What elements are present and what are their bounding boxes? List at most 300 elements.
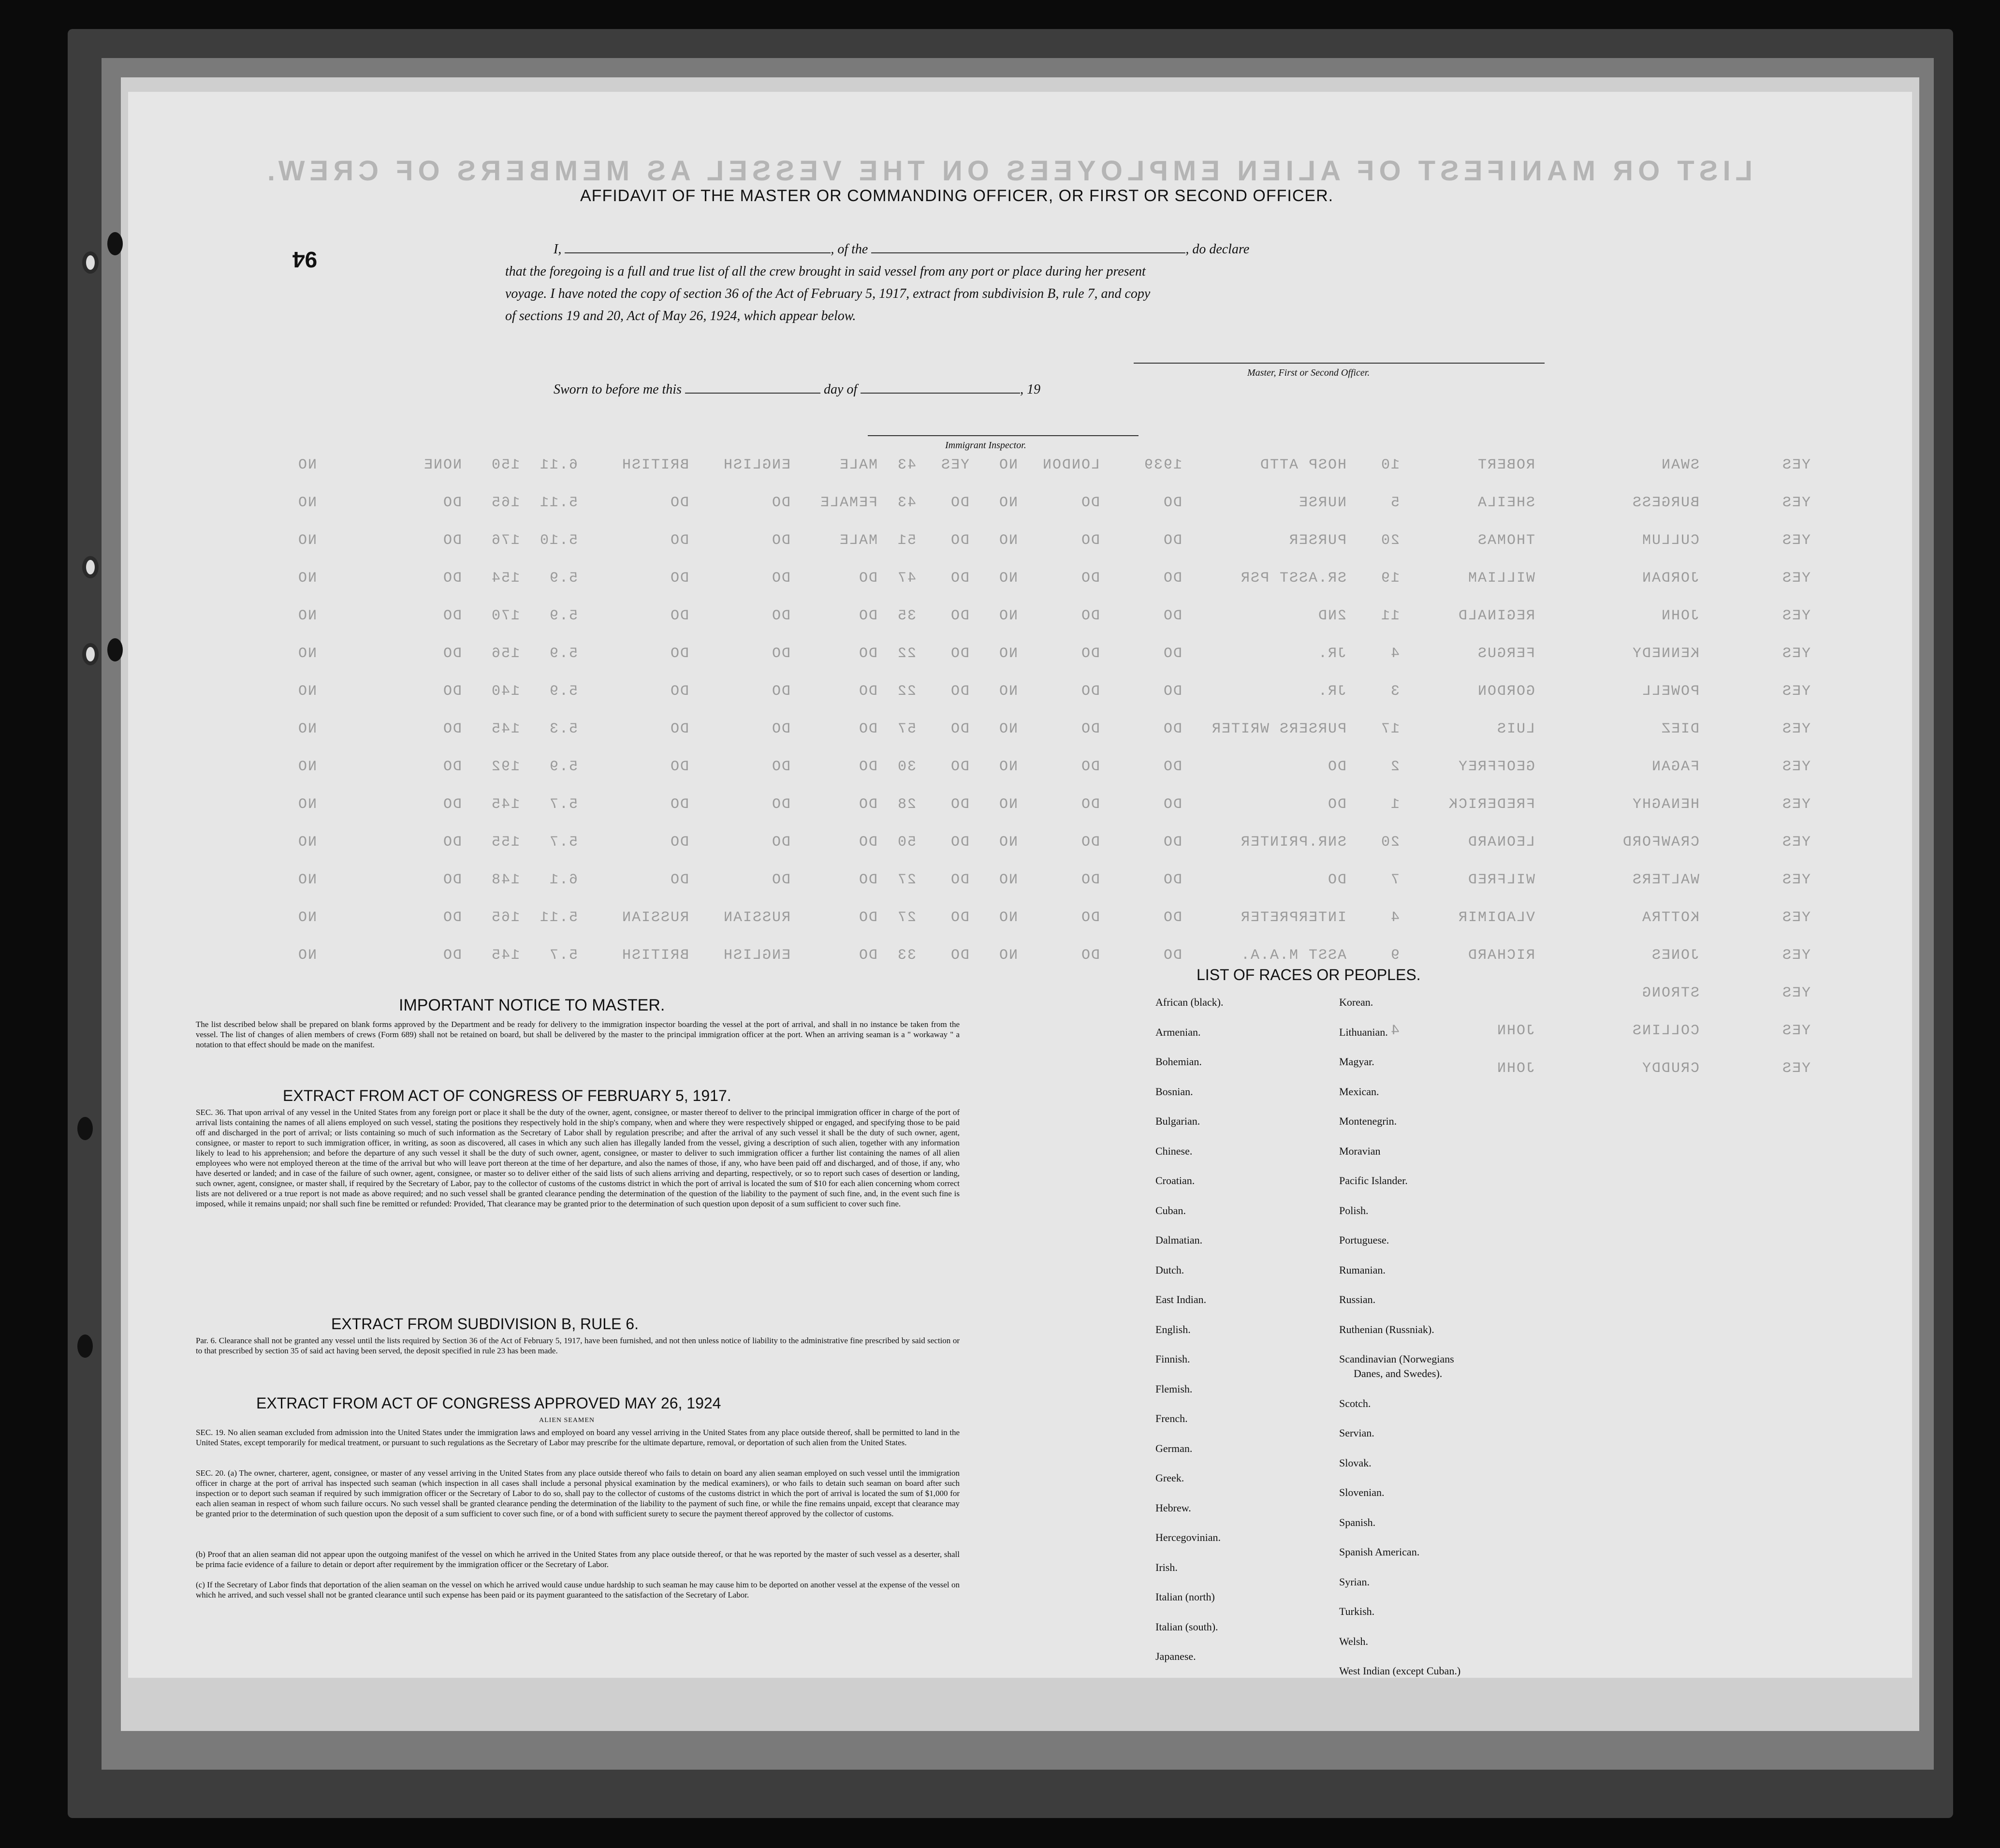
ghost-cell: PURSERS WRITER xyxy=(1211,721,1346,737)
ghost-cell: DO xyxy=(858,909,877,926)
affidavit-line-2: that the foregoing is a full and true list of all the crew brought in said vessel from any port or place during her present xyxy=(505,264,1146,279)
ghost-cell: YES xyxy=(1781,759,1810,775)
ghost-cell: 5.7 xyxy=(548,947,578,964)
ghost-cell: MALE xyxy=(838,457,877,473)
ghost-cell: DO xyxy=(669,495,689,511)
ghost-cell: JR. xyxy=(1317,645,1346,662)
ghost-cell: NO xyxy=(297,796,317,813)
ghost-cell: NONE xyxy=(423,457,462,473)
ghost-cell: 5 xyxy=(1389,495,1400,511)
ghost-cell: DO xyxy=(949,909,969,926)
ghost-cell: DO xyxy=(858,570,877,587)
sec19-text: SEC. 19. No alien seaman excluded from admission into the United States under the immigration laws and employed on board any vessel arriving in the United States from any place outside thereof, shall be permitted to land in the United States, except temporarily for medical treatment, or pursuant to such regulations as the Secretary of Labor may prescribe for the ultimate departure, removal, or deportation of such alien from the United States. xyxy=(196,1428,960,1447)
ghost-cell: ASST M.A.A. xyxy=(1240,947,1346,964)
ghost-cell: 145 xyxy=(490,721,520,737)
ghost-cell: NO xyxy=(998,721,1018,737)
ghost-cell: KOTTRA xyxy=(1641,909,1699,926)
ghost-cell: CRUDDY xyxy=(1641,1060,1699,1077)
ghost-cell: DO xyxy=(771,683,790,700)
ghost-cell: DO xyxy=(669,532,689,549)
ghost-cell: STRONG xyxy=(1641,985,1699,1001)
ghost-cell: NO xyxy=(998,683,1018,700)
ghost-cell: VLADIMIR xyxy=(1457,909,1535,926)
ghost-cell: 27 xyxy=(896,909,916,926)
race-item: Lithuanian. xyxy=(1339,1026,1388,1038)
ghost-cell: 43 xyxy=(896,457,916,473)
ghost-cell: 5.9 xyxy=(548,570,578,587)
ghost-cell: PURSER xyxy=(1288,532,1346,549)
ghost-cell: DO xyxy=(669,645,689,662)
ghost-cell: 19 xyxy=(1380,570,1400,587)
ghost-cell: DO xyxy=(442,796,462,813)
ghost-cell: DO xyxy=(949,683,969,700)
race-item: Chinese. xyxy=(1155,1144,1193,1157)
affidavit-line-4: of sections 19 and 20, Act of May 26, 1924, which appear below. xyxy=(505,308,856,323)
ghost-cell: NO xyxy=(297,683,317,700)
race-item: Croatian. xyxy=(1155,1174,1195,1187)
ghost-cell: DO xyxy=(1080,495,1100,511)
race-item: African (black). xyxy=(1155,996,1224,1008)
race-item: German. xyxy=(1155,1442,1193,1454)
ghost-cell: FEMALE xyxy=(819,495,877,511)
ghost-cell: 5.11 xyxy=(539,909,578,926)
ghost-cell: NO xyxy=(297,570,317,587)
ghost-cell: 10 xyxy=(1380,457,1400,473)
ghost-cell: 1 xyxy=(1389,796,1400,813)
race-item: Servian. xyxy=(1339,1427,1374,1439)
ghost-cell: FERGUS xyxy=(1476,645,1535,662)
ghost-cell: DO xyxy=(1162,721,1182,737)
races-title: LIST OF RACES OR PEOPLES. xyxy=(1197,966,1421,983)
master-label: Master, First or Second Officer. xyxy=(1247,367,1370,378)
ghost-cell: ENGLISH xyxy=(722,947,790,964)
ghost-cell: DO xyxy=(858,796,877,813)
race-item: Italian (north) xyxy=(1155,1591,1215,1603)
ghost-cell: DO xyxy=(1080,570,1100,587)
ghost-cell: DO xyxy=(1080,532,1100,549)
ghost-cell: 165 xyxy=(490,495,520,511)
race-item: Dalmatian. xyxy=(1155,1234,1203,1246)
ghost-cell: DO xyxy=(669,759,689,775)
ghost-cell: JOHN xyxy=(1496,1060,1535,1077)
ghost-cell: NO xyxy=(297,909,317,926)
ghost-cell: DO xyxy=(669,834,689,851)
ghost-cell: NO xyxy=(998,759,1018,775)
ghost-cell: 3 xyxy=(1389,683,1400,700)
ghost-cell: JORDAN xyxy=(1641,570,1699,587)
ghost-cell: YES xyxy=(1781,796,1810,813)
ghost-cell: DO xyxy=(858,721,877,737)
day-of-label: day of xyxy=(823,382,858,397)
extract-1924-title: EXTRACT FROM ACT OF CONGRESS APPROVED MAY 26, 1924 xyxy=(256,1394,721,1412)
ghost-cell: NO xyxy=(998,796,1018,813)
ghost-cell: ENGLISH xyxy=(722,457,790,473)
punch-hole xyxy=(77,1335,93,1358)
ghost-cell: YES xyxy=(1781,532,1810,549)
ghost-cell: DO xyxy=(442,872,462,888)
ghost-cell: FAGAN xyxy=(1650,759,1699,775)
ghost-cell: DO xyxy=(949,759,969,775)
ghost-cell: DO xyxy=(1162,909,1182,926)
ghost-cell: 51 xyxy=(896,532,916,549)
affidavit-i-label: I, xyxy=(554,242,562,257)
ghost-cell: GORDON xyxy=(1476,683,1535,700)
ghost-cell: 140 xyxy=(490,683,520,700)
affidavit-title: AFFIDAVIT OF THE MASTER OR COMMANDING OFFICER, OR FIRST OR SECOND OFFICER. xyxy=(580,187,1334,205)
ghost-cell: YES xyxy=(1781,495,1810,511)
ghost-cell: MALE xyxy=(838,532,877,549)
ghost-cell: DO xyxy=(1080,759,1100,775)
ghost-cell: NO xyxy=(297,645,317,662)
ghost-cell: 170 xyxy=(490,608,520,624)
race-item: French. xyxy=(1155,1412,1188,1424)
ghost-cell: POWELL xyxy=(1641,683,1699,700)
ghost-cell: DO xyxy=(1162,759,1182,775)
ghost-cell: YES xyxy=(1781,457,1810,473)
month-blank xyxy=(861,393,1020,394)
ghost-cell: ROBERT xyxy=(1476,457,1535,473)
ghost-cell: 35 xyxy=(896,608,916,624)
ghost-cell: DO xyxy=(1327,796,1346,813)
race-item: Cuban. xyxy=(1155,1204,1186,1217)
ghost-cell: 4 xyxy=(1389,909,1400,926)
race-item: Bulgarian. xyxy=(1155,1115,1200,1127)
race-item: Scandinavian (Norwegians xyxy=(1339,1353,1454,1365)
ghost-cell: 2 xyxy=(1389,759,1400,775)
ghost-cell: DO xyxy=(771,645,790,662)
sworn-label: Sworn to before me this xyxy=(554,382,682,397)
ghost-cell: YES xyxy=(1781,570,1810,587)
ghost-cell: 47 xyxy=(896,570,916,587)
ghost-cell: DO xyxy=(858,834,877,851)
ghost-title: LIST OR MANIFEST OF ALIEN EMPLOYEES ON THE VESSEL AS MEMBERS OF CREW. xyxy=(262,155,1752,187)
ghost-cell: JOHN xyxy=(1496,1023,1535,1039)
ghost-cell: NO xyxy=(297,947,317,964)
ghost-cell: DO xyxy=(1162,796,1182,813)
ghost-cell: DO xyxy=(1162,495,1182,511)
ghost-cell: 154 xyxy=(490,570,520,587)
ghost-cell: 4 xyxy=(1389,1023,1400,1039)
document-page xyxy=(128,92,1912,1678)
race-item: Slovenian. xyxy=(1339,1486,1385,1498)
ghost-cell: WILLIAM xyxy=(1467,570,1535,587)
ghost-cell: YES xyxy=(1781,645,1810,662)
ghost-cell: WILFRED xyxy=(1467,872,1535,888)
ghost-cell: NO xyxy=(297,721,317,737)
ghost-cell: YES xyxy=(1781,683,1810,700)
ghost-cell: 176 xyxy=(490,532,520,549)
ghost-cell: JONES xyxy=(1650,947,1699,964)
ghost-cell: NO xyxy=(297,834,317,851)
race-item: Montenegrin. xyxy=(1339,1115,1397,1127)
ghost-cell: DO xyxy=(949,570,969,587)
ghost-cell: DO xyxy=(442,759,462,775)
race-item: Syrian. xyxy=(1339,1575,1370,1588)
race-item: Dutch. xyxy=(1155,1263,1184,1276)
ghost-cell: YES xyxy=(1781,834,1810,851)
race-item: Slovak. xyxy=(1339,1456,1372,1469)
ghost-cell: 2ND xyxy=(1317,608,1346,624)
ghost-cell: SHEILA xyxy=(1476,495,1535,511)
race-item: Pacific Islander. xyxy=(1339,1174,1408,1187)
ghost-cell: KENNEDY xyxy=(1631,645,1699,662)
ghost-cell: DO xyxy=(1162,872,1182,888)
race-item: Japanese. xyxy=(1155,1650,1196,1662)
ghost-cell: NO xyxy=(297,759,317,775)
ghost-cell: LUIS xyxy=(1496,721,1535,737)
race-item: Greek. xyxy=(1155,1472,1184,1484)
ghost-cell: 1939 xyxy=(1143,457,1182,473)
ghost-cell: DO xyxy=(442,683,462,700)
ghost-cell: 20 xyxy=(1380,532,1400,549)
ghost-cell: BRITISH xyxy=(621,947,689,964)
punch-hole xyxy=(107,232,123,255)
ghost-cell: HENAGHY xyxy=(1631,796,1699,813)
ghost-cell: 5.11 xyxy=(539,495,578,511)
ghost-cell: DO xyxy=(858,683,877,700)
ghost-cell: 148 xyxy=(490,872,520,888)
ghost-cell: 5.9 xyxy=(548,683,578,700)
ghost-cell: DO xyxy=(669,608,689,624)
ghost-cell: 156 xyxy=(490,645,520,662)
declare-label: , do declare xyxy=(1185,242,1250,257)
ghost-cell: DO xyxy=(1162,570,1182,587)
ghost-cell: DO xyxy=(669,721,689,737)
notice-text: The list described below shall be prepared on blank forms approved by the Department and be ready for delivery to the immigration inspector boarding the vessel at the port of arrival, and shall in no instance be taken from the vessel. The list of changes of alien members of crews (Form 689) shall not be retained on board, but shall be delivered by the master to the principal immigration officer at the port. When an arriving seaman is a " workaway " a notation to that effect should be made on the manifest. xyxy=(196,1020,960,1049)
race-item: Polish. xyxy=(1339,1204,1369,1217)
ghost-cell: DO xyxy=(1080,947,1100,964)
ghost-cell: NO xyxy=(998,834,1018,851)
race-item: Italian (south). xyxy=(1155,1620,1218,1633)
inspector-line xyxy=(868,435,1139,436)
vessel-blank xyxy=(871,252,1185,253)
ghost-cell: SWAN xyxy=(1660,457,1699,473)
ghost-cell: 9 xyxy=(1389,947,1400,964)
ghost-cell: DO xyxy=(949,721,969,737)
race-item: Rumanian. xyxy=(1339,1263,1386,1276)
ghost-cell: DO xyxy=(1080,872,1100,888)
ghost-cell: YES xyxy=(1781,721,1810,737)
ghost-cell: 5.3 xyxy=(548,721,578,737)
ghost-cell: DO xyxy=(442,570,462,587)
ghost-cell: DO xyxy=(858,947,877,964)
ghost-cell: JOHN xyxy=(1660,608,1699,624)
race-item: Spanish. xyxy=(1339,1516,1376,1528)
race-item: Irish. xyxy=(1155,1561,1178,1573)
race-item: Bosnian. xyxy=(1155,1085,1193,1098)
ghost-cell: NO xyxy=(998,532,1018,549)
ring-hole xyxy=(82,643,99,665)
ghost-cell: 192 xyxy=(490,759,520,775)
race-item: Moravian xyxy=(1339,1144,1381,1157)
ghost-cell: 5.7 xyxy=(548,796,578,813)
ghost-cell: DO xyxy=(442,947,462,964)
ghost-cell: SNR.PRINTER xyxy=(1240,834,1346,851)
ghost-cell: INTERPRETER xyxy=(1240,909,1346,926)
ghost-cell: DO xyxy=(1162,608,1182,624)
race-item: East Indian. xyxy=(1155,1293,1207,1305)
ghost-cell: 165 xyxy=(490,909,520,926)
handwritten-page-number: 94 xyxy=(292,247,318,272)
name-blank xyxy=(565,252,831,253)
punch-hole xyxy=(77,1117,93,1140)
ghost-cell: HOSP ATTD xyxy=(1259,457,1346,473)
ghost-cell: SR.ASST PSR xyxy=(1240,570,1346,587)
ghost-cell: 145 xyxy=(490,947,520,964)
ghost-cell: DO xyxy=(442,532,462,549)
ghost-cell: REGINALD xyxy=(1457,608,1535,624)
ghost-cell: NO xyxy=(998,909,1018,926)
ghost-cell: DIEZ xyxy=(1660,721,1699,737)
ghost-cell: 43 xyxy=(896,495,916,511)
ghost-cell: NO xyxy=(998,608,1018,624)
ghost-cell: NO xyxy=(998,495,1018,511)
ghost-cell: DO xyxy=(1162,532,1182,549)
ghost-cell: DO xyxy=(771,796,790,813)
ghost-cell: NO xyxy=(297,495,317,511)
ghost-cell: DO xyxy=(442,608,462,624)
ghost-cell: DO xyxy=(442,495,462,511)
ghost-cell: 20 xyxy=(1380,834,1400,851)
ghost-cell: DO xyxy=(949,608,969,624)
ghost-cell: DO xyxy=(858,608,877,624)
extract-1917-title: EXTRACT FROM ACT OF CONGRESS OF FEBRUARY 5, 1917. xyxy=(283,1087,731,1104)
ghost-cell: DO xyxy=(771,759,790,775)
ghost-cell: DO xyxy=(669,796,689,813)
ghost-cell: YES xyxy=(1781,947,1810,964)
race-item: Scotch. xyxy=(1339,1397,1371,1409)
race-item: Ruthenian (Russniak). xyxy=(1339,1323,1434,1335)
ghost-cell: DO xyxy=(858,872,877,888)
ghost-cell: DO xyxy=(669,872,689,888)
ghost-cell: 57 xyxy=(896,721,916,737)
ghost-cell: 27 xyxy=(896,872,916,888)
ghost-cell: DO xyxy=(1080,608,1100,624)
ghost-cell: DO xyxy=(1080,645,1100,662)
inspector-label: Immigrant Inspector. xyxy=(945,440,1026,451)
punch-hole xyxy=(107,638,123,661)
ghost-cell: BURGESS xyxy=(1631,495,1699,511)
race-item: Spanish American. xyxy=(1339,1546,1420,1558)
ghost-cell: DO xyxy=(442,909,462,926)
race-item: English. xyxy=(1155,1323,1191,1335)
sec20a-text: SEC. 20. (a) The owner, charterer, agent, consignee, or master of any vessel arriving in the United States from any place outside thereof who fails to detain on board any alien seaman employed on such vessel until the immigration officer in charge at the port of arrival has inspected such seaman (which inspection in all cases shall include a personal physical examination by the medical examiners), or who fails to detain such seaman on board after such inspection or to deport such seaman if required by such immigration officer or the Secretary of Labor to do so, shall pay to the collector of customs of the customs district in which the port of arrival is located the sum of $1,000 for each alien seaman in respect of whom such failure occurs. No such vessel shall be granted clearance pending the determination of the liability to the payment of such fine, or while the fine remains unpaid, except that clearance may be granted prior to the determination of such question upon the deposit of a sum sufficient to cover such fine, or of a bond with sufficient surety to secure the payment thereof approved by the collector of customs. xyxy=(196,1468,960,1518)
ghost-cell: 5.10 xyxy=(539,532,578,549)
race-item: Bohemian. xyxy=(1155,1056,1202,1068)
ghost-cell: DO xyxy=(669,570,689,587)
race-item: Mexican. xyxy=(1339,1085,1379,1098)
race-item: Armenian. xyxy=(1155,1026,1201,1038)
extract-1917-text: SEC. 36. That upon arrival of any vessel in the United States from any foreign port or place it shall be the duty of the owner, agent, consignee, or master thereof to deliver to the principal immigration officer in charge of the port of arrival lists containing the names of all aliens employed on such vessel, stating the positions they respectively hold in the ship's company, when and where they were respectively shipped or engaged, and specifying those to be paid off and discharged in the port of arrival; or lists containing so much of such information as the Secretary of Labor shall by regulation prescribe; and after the arrival of any such vessel it shall be the duty of such owner, agent, consignee, or master to report to such immigration officer, in writing, as soon as discovered, all cases in which any such alien has illegally landed from the vessel, giving a description of such alien, together with any information likely to lead to his apprehension; and before the departure of any such vessel it shall be the duty of such owner, agent, consignee, or master to deliver to such immigration officer a further list containing the names of all alien employees who were not employed thereon at the time of the arrival but who will leave port thereon at the time of her departure, and also the names of those, if any, who have been paid off and discharged, and of those, if any, who have deserted or landed; and in case of the failure of such owner, agent, consignee, or master so to deliver either of the said lists of such aliens arriving and departing, respectively, or so to report such cases of desertion or landing, such owner, agent, consignee, or master shall, if required by the Secretary of Labor, pay to the collector of customs of the customs district in which the port of arrival is located the sum of $10 for each alien concerning whom correct lists are not delivered or a true report is not made as above required; and no such vessel shall be granted clearance pending the determination of the question of the liability to the payment of such fine, and, in the event such fine is imposed, while it remains unpaid; nor shall such fine be remitted or refunded: Provided, That clearance may be granted prior to the determination of such question upon deposit of a sum sufficient to cover such fine. xyxy=(196,1108,960,1208)
alien-seamen-label: ALIEN SEAMEN xyxy=(539,1417,595,1424)
ghost-cell: NO xyxy=(297,872,317,888)
of-the-label: , of the xyxy=(831,242,868,257)
race-item: Turkish. xyxy=(1339,1605,1375,1617)
affidavit-side xyxy=(128,92,1912,1678)
ghost-cell: NO xyxy=(998,645,1018,662)
ghost-cell: 7 xyxy=(1389,872,1400,888)
affidavit-line-3: voyage. I have noted the copy of section 36 of the Act of February 5, 1917, extract from subdivision B, rule 7, and copy xyxy=(505,286,1151,301)
ghost-cell: 6.1 xyxy=(548,872,578,888)
ghost-cell: YES xyxy=(1781,608,1810,624)
ghost-cell: NO xyxy=(998,570,1018,587)
ghost-cell: 5.9 xyxy=(548,608,578,624)
signature-line xyxy=(1134,363,1545,364)
ghost-cell: LONDON xyxy=(1041,457,1100,473)
ghost-cell: 5.9 xyxy=(548,645,578,662)
ghost-cell: DO xyxy=(1080,721,1100,737)
race-item: Korean. xyxy=(1339,996,1373,1008)
ghost-cell: 6.11 xyxy=(539,457,578,473)
ghost-cell: 11 xyxy=(1380,608,1400,624)
ghost-cell: NO xyxy=(297,532,317,549)
ghost-cell: 150 xyxy=(490,457,520,473)
ghost-cell: DO xyxy=(1327,872,1346,888)
sec20b-text: (b) Proof that an alien seaman did not appear upon the outgoing manifest of the vessel on which he arrived in the United States from any place outside thereof, or that he was reported by the master of such vessel as a deserter, shall be prima facie evidence of a failure to detain or deport after requirement by the immigration officer or the Secretary of Labor. xyxy=(196,1550,960,1569)
ghost-cell: 145 xyxy=(490,796,520,813)
ghost-cell: DO xyxy=(771,495,790,511)
ghost-cell: DO xyxy=(949,495,969,511)
ghost-cell: RUSSIAN xyxy=(621,909,689,926)
ghost-cell: 4 xyxy=(1389,645,1400,662)
race-item: Portuguese. xyxy=(1339,1234,1389,1246)
ghost-cell: NURSE xyxy=(1298,495,1346,511)
ghost-cell: LEONARD xyxy=(1467,834,1535,851)
affidavit-line-1 xyxy=(554,242,1249,257)
ghost-cell: YES xyxy=(1781,985,1810,1001)
ghost-cell: 50 xyxy=(896,834,916,851)
race-item: Hebrew. xyxy=(1155,1501,1191,1514)
sec20c-text: (c) If the Secretary of Labor finds that deportation of the alien seaman on the vessel on which he arrived would cause undue hardship to such seaman he may cause him to be deported on another vessel at the expense of the vessel on which he arrived, and such vessel shall not be granted clearance until such expense has been paid or its payment guaranteed to the satisfaction of the Secretary of Labor. xyxy=(196,1580,960,1599)
ghost-cell: 155 xyxy=(490,834,520,851)
ghost-cell: 30 xyxy=(896,759,916,775)
ghost-cell: 5.7 xyxy=(548,834,578,851)
ghost-cell: DO xyxy=(858,645,877,662)
sworn-line xyxy=(554,382,1040,397)
ghost-cell: DO xyxy=(1162,645,1182,662)
rule6-text: Par. 6. Clearance shall not be granted any vessel until the lists required by Section 36 of the Act of February 5, 1917, have been furnished, and not then unless notice of liability to the administrative fine prescribed by said section or to that prescribed by section 35 of said act having been served, the deposit specified in rule 23 has been made. xyxy=(196,1336,960,1355)
ghost-cell: YES xyxy=(1781,1060,1810,1077)
notice-title: IMPORTANT NOTICE TO MASTER. xyxy=(399,996,665,1014)
ghost-cell: COLLINS xyxy=(1631,1023,1699,1039)
race-item: Magyar. xyxy=(1339,1056,1374,1068)
ghost-cell: NO xyxy=(297,457,317,473)
ghost-cell: DO xyxy=(949,796,969,813)
ghost-cell: DO xyxy=(771,570,790,587)
race-item: Welsh. xyxy=(1339,1635,1368,1647)
ghost-cell: WALTERS xyxy=(1631,872,1699,888)
ghost-cell: NO xyxy=(998,947,1018,964)
ghost-cell: 33 xyxy=(896,947,916,964)
race-item: Finnish. xyxy=(1155,1353,1190,1365)
ghost-cell: NO xyxy=(998,872,1018,888)
ghost-cell: YES xyxy=(1781,872,1810,888)
ghost-cell: DO xyxy=(442,834,462,851)
day-blank xyxy=(685,393,820,394)
ghost-cell: YES xyxy=(1781,1023,1810,1039)
ghost-cell: 22 xyxy=(896,683,916,700)
ghost-cell: DO xyxy=(1162,834,1182,851)
year-label: , 19 xyxy=(1020,382,1041,397)
ghost-cell: DO xyxy=(1162,683,1182,700)
ghost-cell: DO xyxy=(1080,909,1100,926)
race-item: Russian. xyxy=(1339,1293,1376,1305)
race-item: Danes, and Swedes). xyxy=(1354,1367,1443,1379)
ghost-cell: DO xyxy=(858,759,877,775)
ghost-cell: YES xyxy=(1781,909,1810,926)
ghost-cell: NO xyxy=(998,457,1018,473)
ghost-cell: DO xyxy=(949,947,969,964)
